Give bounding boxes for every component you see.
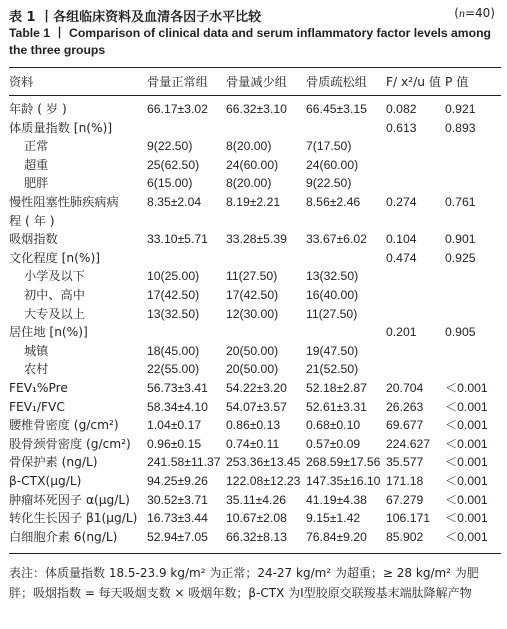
normal-bone-value: 25(62.50) bbox=[147, 157, 200, 172]
row-label: 城镇 bbox=[24, 343, 49, 358]
normal-bone-value: 10(25.00) bbox=[147, 269, 200, 284]
row-label: 转化生长因子 β1(μg/L) bbox=[9, 511, 138, 526]
statistic-value: 69.677 bbox=[386, 418, 424, 433]
row-label: FEV₁/FVC bbox=[9, 399, 65, 414]
table-footnote: 表注：体质量指数 18.5-23.9 kg/m² 为正常；24-27 kg/m² 为超重；≥ 28 kg/m² 为肥胖；吸烟指数 = 每天吸烟支数 × 吸烟年数；β-CTX 为Ⅰ型胶原交联羧基末端肽降解产物 bbox=[9, 566, 479, 600]
statistic-value: 171.18 bbox=[386, 474, 424, 488]
header-variable: 资料 bbox=[9, 75, 34, 89]
osteoporosis-value: 9.15±1.42 bbox=[306, 511, 361, 526]
normal-bone-value: 1.04±0.17 bbox=[147, 418, 202, 433]
statistic-value: 0.104 bbox=[386, 232, 417, 247]
statistic-value: 224.627 bbox=[386, 436, 431, 451]
row-label: 正常 bbox=[24, 139, 49, 154]
normal-bone-value: 18(45.00) bbox=[147, 343, 200, 358]
osteoporosis-value: 147.35±16.10 bbox=[306, 474, 381, 488]
osteopenia-value: 10.67±2.08 bbox=[226, 511, 287, 526]
p-value: 0.925 bbox=[445, 250, 476, 265]
osteopenia-value: 0.86±0.13 bbox=[226, 418, 281, 433]
statistic-value: 0.474 bbox=[386, 250, 417, 265]
statistic-value: 106.171 bbox=[386, 511, 431, 526]
osteoporosis-value: 7(17.50) bbox=[306, 139, 352, 154]
osteopenia-value: 35.11±4.26 bbox=[226, 492, 287, 507]
osteopenia-value: 17(42.50) bbox=[226, 288, 279, 302]
bottom-rule bbox=[9, 553, 501, 554]
statistic-value: 35.577 bbox=[386, 455, 424, 470]
row-label-continued: 程 ( 年 ) bbox=[9, 213, 55, 228]
statistic-value: 0.613 bbox=[386, 120, 417, 135]
header-normal-bone-group: 骨量正常组 bbox=[147, 75, 208, 89]
osteoporosis-value: 16(40.00) bbox=[306, 288, 359, 302]
osteopenia-value: 0.74±0.11 bbox=[226, 436, 280, 451]
statistic-value: 20.704 bbox=[386, 381, 424, 395]
table-title-cn: 表 1 丨各组临床资料及血清各因子水平比较 bbox=[9, 10, 262, 25]
osteoporosis-value: 11(27.50) bbox=[306, 306, 358, 321]
normal-bone-value: 52.94±7.05 bbox=[147, 529, 208, 544]
row-label: 文化程度 [n(%)] bbox=[9, 250, 100, 265]
osteoporosis-value: 33.67±6.02 bbox=[306, 232, 367, 247]
normal-bone-value: 94.25±9.26 bbox=[147, 474, 208, 488]
normal-bone-value: 13(32.50) bbox=[147, 306, 200, 321]
osteopenia-value: 54.22±3.20 bbox=[226, 381, 287, 395]
p-value: ＜0.001 bbox=[445, 474, 488, 488]
row-label: 骨保护素 (ng/L) bbox=[9, 455, 98, 470]
header-osteoporosis-group: 骨质疏松组 bbox=[306, 75, 367, 89]
osteopenia-value: 8(20.00) bbox=[226, 176, 272, 191]
normal-bone-value: 17(42.50) bbox=[147, 288, 200, 302]
osteoporosis-value: 0.68±0.10 bbox=[306, 418, 361, 433]
osteopenia-value: 20(50.00) bbox=[226, 362, 279, 377]
osteoporosis-value: 24(60.00) bbox=[306, 157, 359, 172]
osteopenia-value: 8.19±2.21 bbox=[226, 195, 281, 209]
header-p-value: P 值 bbox=[445, 75, 469, 89]
osteopenia-value: 24(60.00) bbox=[226, 157, 279, 172]
osteoporosis-value: 268.59±17.56 bbox=[306, 455, 381, 470]
osteoporosis-value: 8.56±2.46 bbox=[306, 195, 361, 209]
row-label: 小学及以下 bbox=[24, 269, 85, 284]
p-value: ＜0.001 bbox=[445, 381, 488, 395]
p-value: ＜0.001 bbox=[445, 399, 488, 414]
normal-bone-value: 66.17±3.02 bbox=[147, 102, 208, 116]
p-value: 0.901 bbox=[445, 232, 476, 247]
p-value: 0.921 bbox=[445, 102, 476, 116]
osteoporosis-value: 13(32.50) bbox=[306, 269, 359, 284]
normal-bone-value: 16.73±3.44 bbox=[147, 511, 208, 526]
normal-bone-value: 241.58±11.37 bbox=[147, 455, 221, 470]
row-label: 白细胞介素 6(ng/L) bbox=[9, 529, 118, 544]
osteopenia-value: 20(50.00) bbox=[226, 343, 279, 358]
p-value: ＜0.001 bbox=[445, 529, 488, 544]
statistic-value: 26.263 bbox=[386, 399, 424, 414]
row-label: 居住地 [n(%)] bbox=[9, 325, 88, 340]
row-label: 吸烟指数 bbox=[9, 232, 58, 247]
normal-bone-value: 33.10±5.71 bbox=[147, 232, 208, 247]
osteopenia-value: 8(20.00) bbox=[226, 139, 272, 154]
osteoporosis-value: 66.45±3.15 bbox=[306, 102, 367, 116]
osteoporosis-value: 52.18±2.87 bbox=[306, 381, 367, 395]
row-label: 大专及以上 bbox=[24, 306, 85, 321]
p-value: ＜0.001 bbox=[445, 511, 488, 526]
normal-bone-value: 9(22.50) bbox=[147, 139, 193, 154]
statistic-value: 0.201 bbox=[386, 325, 417, 340]
osteopenia-value: 66.32±8.13 bbox=[226, 529, 287, 544]
osteopenia-value: 122.08±12.23 bbox=[226, 474, 301, 488]
statistic-value: 85.902 bbox=[386, 529, 424, 544]
sample-size-label: (n=40) bbox=[454, 6, 495, 20]
p-value: 0.905 bbox=[445, 325, 476, 340]
p-value: 0.893 bbox=[445, 120, 476, 135]
row-label: 初中、高中 bbox=[24, 288, 85, 302]
top-rule bbox=[9, 67, 501, 68]
p-value: ＜0.001 bbox=[445, 436, 488, 451]
normal-bone-value: 58.34±4.10 bbox=[147, 399, 208, 414]
p-value: ＜0.001 bbox=[445, 455, 488, 470]
row-label: β-CTX(μg/L) bbox=[9, 474, 82, 488]
normal-bone-value: 56.73±3.41 bbox=[147, 381, 208, 395]
osteopenia-value: 12(30.00) bbox=[226, 306, 279, 321]
normal-bone-value: 22(55.00) bbox=[147, 362, 200, 377]
table-title-en: Table 1 丨 Comparison of clinical data and serum inflammatory factor levels among the three groups bbox=[9, 26, 491, 57]
row-label: 腰椎骨密度 (g/cm²) bbox=[9, 418, 119, 433]
osteopenia-value: 54.07±3.57 bbox=[226, 399, 287, 414]
row-label: 股骨颈骨密度 (g/cm²) bbox=[9, 436, 131, 451]
statistic-value: 0.274 bbox=[386, 195, 417, 209]
normal-bone-value: 30.52±3.71 bbox=[147, 492, 208, 507]
row-label: 年龄 ( 岁 ) bbox=[9, 102, 67, 116]
p-value: ＜0.001 bbox=[445, 492, 488, 507]
osteoporosis-value: 0.57±0.09 bbox=[306, 436, 361, 451]
osteoporosis-value: 52.61±3.31 bbox=[306, 399, 367, 414]
row-label: 超重 bbox=[24, 157, 49, 172]
osteopenia-value: 11(27.50) bbox=[226, 269, 278, 284]
osteoporosis-value: 76.84±9.20 bbox=[306, 529, 367, 544]
header-rule bbox=[9, 95, 501, 96]
row-label: 肿瘤坏死因子 α(μg/L) bbox=[9, 492, 130, 507]
osteopenia-value: 253.36±13.45 bbox=[226, 455, 301, 470]
p-value: 0.761 bbox=[445, 195, 476, 209]
normal-bone-value: 6(15.00) bbox=[147, 176, 193, 191]
osteoporosis-value: 21(52.50) bbox=[306, 362, 359, 377]
osteoporosis-value: 19(47.50) bbox=[306, 343, 359, 358]
p-value: ＜0.001 bbox=[445, 418, 488, 433]
osteoporosis-value: 9(22.50) bbox=[306, 176, 352, 191]
row-label: 体质量指数 [n(%)] bbox=[9, 120, 113, 135]
header-osteopenia-group: 骨量减少组 bbox=[226, 75, 287, 89]
header-statistic: F/ x²/u 值 bbox=[386, 75, 441, 89]
statistic-value: 67.279 bbox=[386, 492, 424, 507]
osteopenia-value: 66.32±3.10 bbox=[226, 102, 287, 116]
row-label: 慢性阻塞性肺疾病病 bbox=[9, 195, 119, 209]
normal-bone-value: 8.35±2.04 bbox=[147, 195, 202, 209]
normal-bone-value: 0.96±0.15 bbox=[147, 436, 202, 451]
statistic-value: 0.082 bbox=[386, 102, 417, 116]
row-label: 肥胖 bbox=[24, 176, 49, 191]
osteoporosis-value: 41.19±4.38 bbox=[306, 492, 367, 507]
osteopenia-value: 33.28±5.39 bbox=[226, 232, 287, 247]
row-label: FEV₁%Pre bbox=[9, 381, 68, 395]
row-label: 农村 bbox=[24, 362, 49, 377]
